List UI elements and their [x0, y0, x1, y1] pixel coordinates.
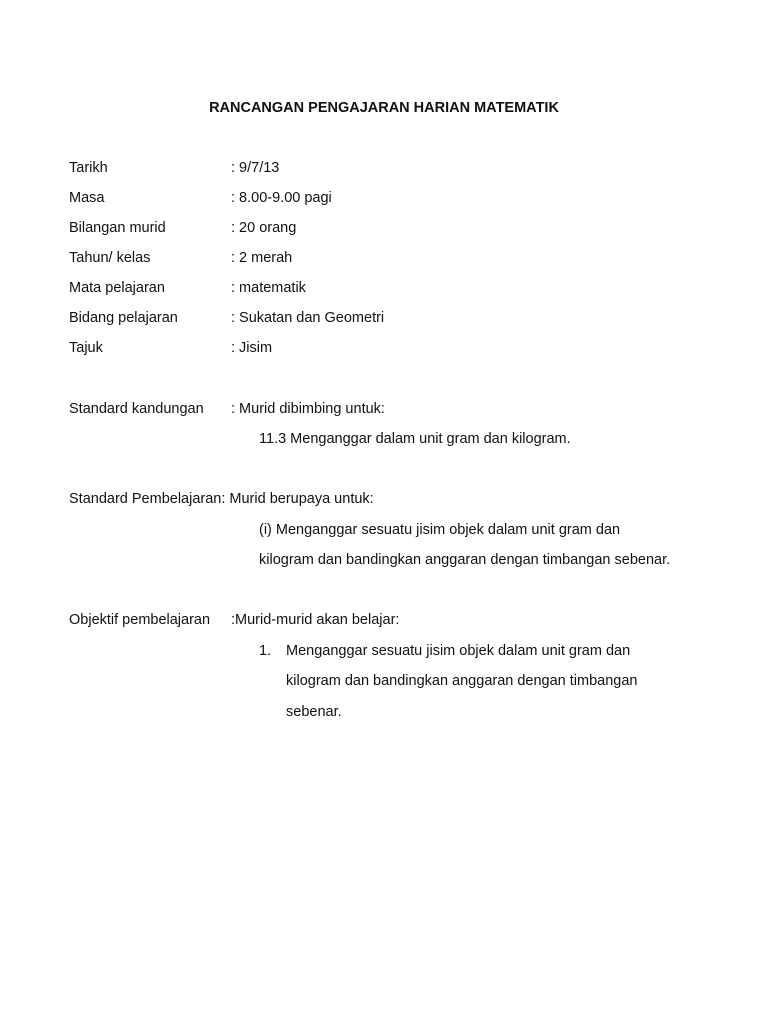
info-value-bidang-pelajaran: : Sukatan dan Geometri	[231, 310, 385, 326]
objektif-item-number: 1.	[259, 643, 272, 659]
info-label-mata-pelajaran: Mata pelajaran	[69, 280, 165, 296]
info-label-tarikh: Tarikh	[69, 160, 108, 176]
objektif-item-line-1: Menganggar sesuatu jisim objek dalam unit gram dan	[286, 643, 631, 659]
standard-kandungan-value: : Murid dibimbing untuk:	[231, 401, 385, 417]
info-value-bilangan-murid: : 20 orang	[231, 220, 297, 236]
standard-kandungan-label: Standard kandungan	[69, 401, 204, 417]
objektif-label: Objektif pembelajaran	[69, 612, 211, 628]
info-label-tajuk: Tajuk	[69, 340, 103, 356]
standard-pembelajaran-line-1: (i) Menganggar sesuatu jisim objek dalam unit gram dan	[259, 522, 621, 538]
info-label-bilangan-murid: Bilangan murid	[69, 220, 166, 236]
standard-pembelajaran-label: Standard Pembelajaran: Murid berupaya untuk:	[69, 491, 374, 507]
objektif-item-line-2: kilogram dan bandingkan anggaran dengan timbangan	[286, 673, 638, 689]
page-title: RANCANGAN PENGAJARAN HARIAN MATEMATIK	[209, 100, 559, 116]
info-label-bidang-pelajaran: Bidang pelajaran	[69, 310, 178, 326]
info-value-masa: : 8.00-9.00 pagi	[231, 190, 332, 206]
info-value-mata-pelajaran: : matematik	[231, 280, 306, 296]
info-value-tarikh: : 9/7/13	[231, 160, 280, 176]
info-label-tahun-kelas: Tahun/ kelas	[69, 250, 151, 266]
objektif-item-line-3: sebenar.	[286, 704, 342, 720]
info-label-masa: Masa	[69, 190, 105, 206]
info-value-tahun-kelas: : 2 merah	[231, 250, 293, 266]
info-value-tajuk: : Jisim	[231, 340, 273, 356]
objektif-value: :Murid-murid akan belajar:	[231, 612, 400, 628]
standard-kandungan-detail: 11.3 Menganggar dalam unit gram dan kilogram.	[259, 431, 571, 447]
standard-pembelajaran-line-2: kilogram dan bandingkan anggaran dengan timbangan sebenar.	[259, 552, 671, 568]
